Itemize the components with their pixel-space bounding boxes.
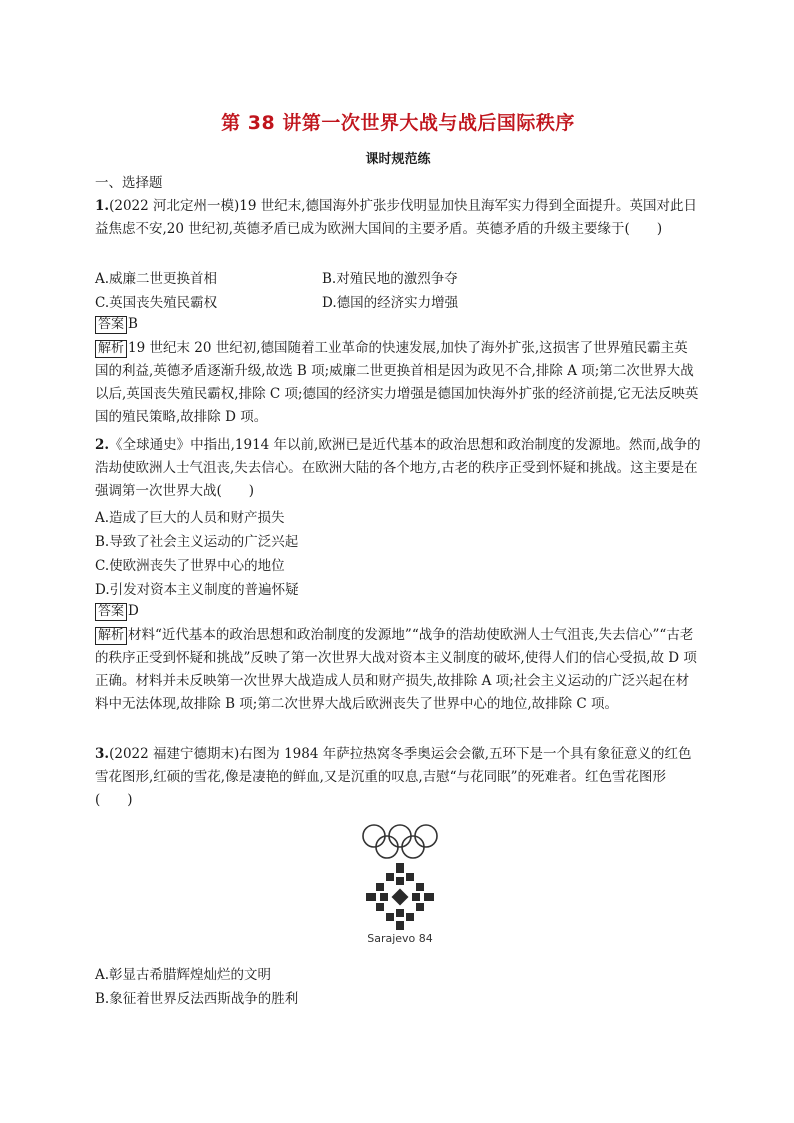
option-a: A.造成了巨大的人员和财产损失	[95, 510, 285, 526]
olympic-rings-icon	[360, 822, 440, 930]
question-2-analysis: 解析 材料“近代基本的政治思想和政治制度的发源地”“战争的浩劫使欧洲人士气沮丧,失去信心”“古老的秩序正受到怀疑和挑战”反映了第一次世界大战对资本主义制度的破坏,使得人们的信心受损,故 D 项正确。材料并未反映第一次世界大战造成人员和财产损失,故排除 A 项;社会主义运动的广泛兴起在材料中无法体现,故排除 B 项;第二次世界大战后欧洲丧失了世界中心的地位,故排除 C 项。	[95, 627, 697, 712]
analysis-tag: 解析	[95, 340, 127, 358]
option-c: C.使欧洲丧失了世界中心的地位	[95, 558, 285, 574]
option-a: A.威廉二世更换首相	[95, 271, 218, 287]
option-d: D.德国的经济实力增强	[322, 295, 459, 311]
option-b: B.象征着世界反法西斯战争的胜利	[95, 991, 299, 1007]
question-2-answer	[95, 603, 139, 621]
answer-value: B	[128, 316, 138, 332]
answer-value: D	[128, 603, 139, 619]
question-1-stem: 1.(2022 河北定州一模)19 世纪末,德国海外扩张步伐明显加快且海军实力得到全面提升。英国对此日益焦虑不安,20 世纪初,英德矛盾已成为欧洲大国间的主要矛盾。英德矛盾的升级主要缘于( )	[95, 198, 698, 237]
answer-tag: 答案	[95, 603, 127, 621]
question-1-analysis: 解析 19 世纪末 20 世纪初,德国随着工业革命的快速发展,加快了海外扩张,这损害了世界殖民霸主英国的利益,英德矛盾逐渐升级,故选 B 项;威廉二世更换首相是因为政见不合,排除 A 项;第二次世界大战以后,英国丧失殖民霸权,排除 C 项;德国的经济实力增强是德国加快海外扩张的经济前提,它无法反映英国的殖民策略,故排除 D 项。	[95, 340, 699, 425]
question-3-stem: 3.(2022 福建宁德期末)右图为 1984 年萨拉热窝冬季奥运会会徽,五环下是一个具有象征意义的红色雪花图形,红硕的雪花,像是凄艳的鲜血,又是沉重的叹息,吉慰“与花同眠”的死难者。红色雪花图形( )	[95, 746, 692, 808]
option-d: D.引发对资本主义制度的普遍怀疑	[95, 582, 299, 598]
question-number: 1.	[95, 198, 110, 214]
section-heading: 一、选择题	[95, 175, 163, 191]
option-b: B.对殖民地的激烈争夺	[322, 271, 458, 287]
question-number: 3.	[95, 746, 110, 762]
question-2-stem: 2.《全球通史》中指出,1914 年以前,欧洲已是近代基本的政治思想和政治制度的发源地。然而,战争的浩劫使欧洲人士气沮丧,失去信心。在欧洲大陆的各个地方,古老的秩序正受到怀疑和挑战。这主要是在强调第一次世界大战( )	[95, 437, 701, 499]
sarajevo-emblem	[360, 822, 440, 950]
option-c: C.英国丧失殖民霸权	[95, 295, 218, 311]
page-title: 第 38 讲第一次世界大战与战后国际秩序	[221, 112, 575, 134]
snowflake-emblem-icon	[366, 863, 434, 930]
question-number: 2.	[95, 437, 110, 453]
answer-tag: 答案	[95, 316, 127, 334]
page-subtitle: 课时规范练	[365, 152, 431, 167]
question-1-answer	[95, 316, 138, 334]
emblem-caption: Sarajevo 84	[367, 932, 433, 945]
option-b: B.导致了社会主义运动的广泛兴起	[95, 534, 299, 550]
analysis-tag: 解析	[95, 627, 127, 645]
option-a: A.彰显古希腊辉煌灿烂的文明	[95, 967, 272, 983]
